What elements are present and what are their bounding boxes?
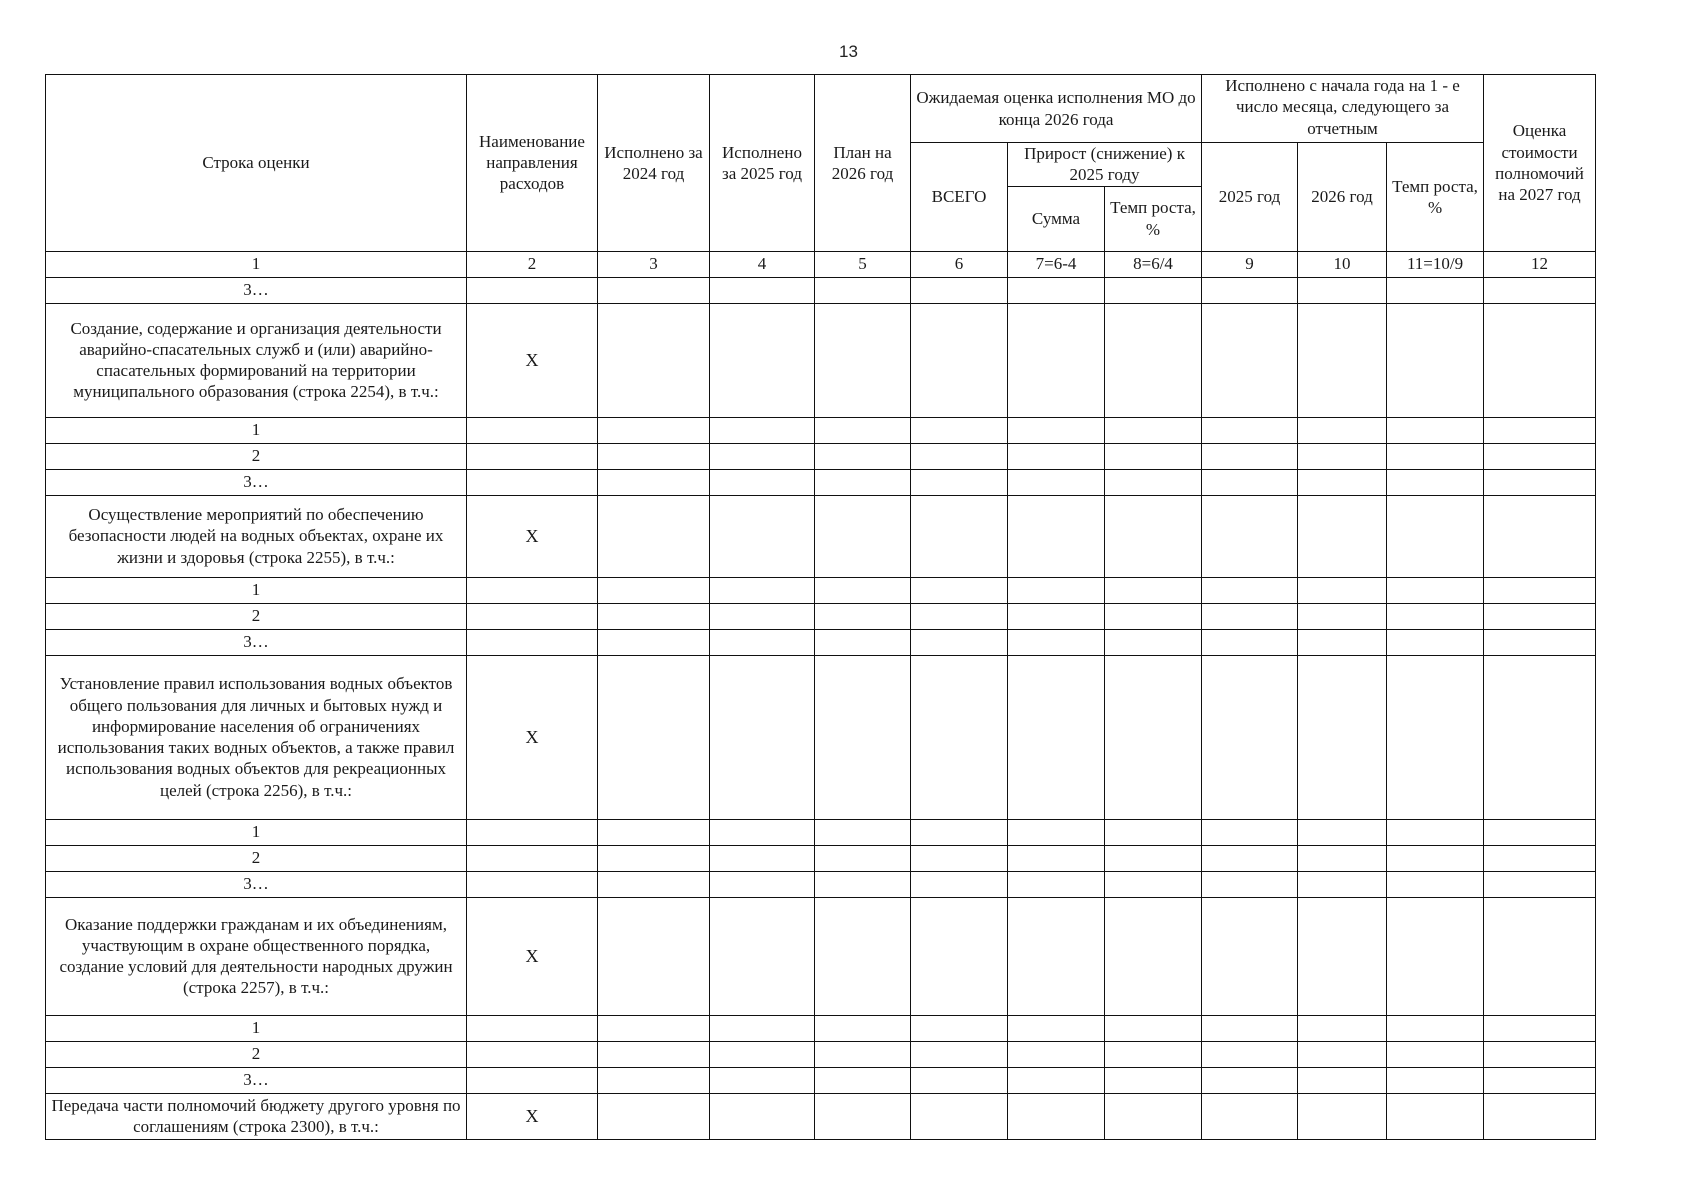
empty-cell (911, 1041, 1008, 1067)
empty-cell (815, 303, 911, 417)
empty-cell (1008, 443, 1105, 469)
empty-cell (911, 469, 1008, 495)
empty-cell (1387, 819, 1484, 845)
empty-cell (710, 845, 815, 871)
empty-cell (1484, 443, 1596, 469)
empty-cell (1105, 655, 1202, 819)
empty-cell (1484, 1041, 1596, 1067)
empty-cell (710, 277, 815, 303)
empty-cell (815, 603, 911, 629)
empty-cell (1484, 277, 1596, 303)
empty-cell (467, 819, 598, 845)
empty-cell (1008, 577, 1105, 603)
empty-cell (467, 577, 598, 603)
empty-cell (598, 1093, 710, 1139)
table-row-sub (46, 845, 1596, 871)
header-year-2025: 2025 год (1202, 143, 1298, 252)
empty-cell (467, 603, 598, 629)
empty-cell (598, 655, 710, 819)
table-row-main (46, 655, 1596, 819)
empty-cell (1105, 443, 1202, 469)
empty-cell (467, 1015, 598, 1041)
empty-cell (1105, 1067, 1202, 1093)
table-row-sub (46, 603, 1596, 629)
empty-cell (598, 417, 710, 443)
empty-cell (911, 819, 1008, 845)
empty-cell (1008, 1015, 1105, 1041)
empty-cell (911, 655, 1008, 819)
empty-cell (815, 845, 911, 871)
empty-cell (911, 277, 1008, 303)
table-row-sub (46, 1015, 1596, 1041)
empty-cell (1484, 819, 1596, 845)
empty-cell (1484, 1067, 1596, 1093)
empty-cell (1298, 845, 1387, 871)
row-direction-mark: X (467, 897, 598, 1015)
column-number: 6 (911, 251, 1008, 277)
header-expected-group: Ожидаемая оценка исполнения МО до конца 2026 года (911, 75, 1202, 143)
empty-cell (1008, 1041, 1105, 1067)
empty-cell (1387, 469, 1484, 495)
empty-cell (1484, 577, 1596, 603)
empty-cell (911, 1015, 1008, 1041)
empty-cell (1387, 417, 1484, 443)
empty-cell (710, 577, 815, 603)
row-description: Передача части полномочий бюджету другого уровня по соглашениям (строка 2300), в т.ч.: (46, 1093, 467, 1139)
table-row-sub (46, 277, 1596, 303)
empty-cell (911, 629, 1008, 655)
empty-cell (1202, 819, 1298, 845)
empty-cell (1008, 303, 1105, 417)
empty-cell (1484, 1093, 1596, 1139)
row-label: 2 (46, 845, 467, 871)
empty-cell (1298, 655, 1387, 819)
empty-cell (815, 1067, 911, 1093)
column-number: 1 (46, 251, 467, 277)
empty-cell (598, 845, 710, 871)
empty-cell (1387, 1067, 1484, 1093)
empty-cell (1105, 897, 1202, 1015)
empty-cell (815, 897, 911, 1015)
empty-cell (1008, 629, 1105, 655)
empty-cell (1298, 897, 1387, 1015)
row-description: Установление правил использования водных объектов общего пользования для личных и бытовых нужд и информирование населения об ограничениях использования таких водных объектов, а также правил использования водных объектов для рекреационных целей (строка 2256), в т.ч.: (46, 655, 467, 819)
row-label: 3… (46, 277, 467, 303)
row-description: Оказание поддержки гражданам и их объединениям, участвующим в охране общественного порядка, создание условий для деятельности народных дружин (строка 2257), в т.ч.: (46, 897, 467, 1015)
empty-cell (815, 819, 911, 845)
empty-cell (815, 629, 911, 655)
table-row-main (46, 1093, 1596, 1139)
table-header (46, 75, 1596, 278)
row-direction-mark: X (467, 303, 598, 417)
empty-cell (1008, 495, 1105, 577)
column-number: 9 (1202, 251, 1298, 277)
table-row-sub (46, 819, 1596, 845)
row-label: 1 (46, 819, 467, 845)
empty-cell (1484, 655, 1596, 819)
empty-cell (1298, 443, 1387, 469)
empty-cell (1008, 277, 1105, 303)
empty-cell (1298, 1067, 1387, 1093)
empty-cell (710, 303, 815, 417)
row-label: 3… (46, 871, 467, 897)
empty-cell (1298, 871, 1387, 897)
empty-cell (467, 469, 598, 495)
table-row-sub (46, 871, 1596, 897)
empty-cell (598, 577, 710, 603)
empty-cell (467, 1041, 598, 1067)
empty-cell (710, 1067, 815, 1093)
empty-cell (815, 577, 911, 603)
table-row-sub (46, 577, 1596, 603)
row-label: 3… (46, 629, 467, 655)
empty-cell (1105, 1015, 1202, 1041)
column-numbers-row (46, 251, 1596, 277)
row-label: 2 (46, 443, 467, 469)
empty-cell (598, 469, 710, 495)
empty-cell (1298, 495, 1387, 577)
empty-cell (1387, 495, 1484, 577)
empty-cell (598, 277, 710, 303)
empty-cell (710, 1093, 815, 1139)
empty-cell (1008, 1067, 1105, 1093)
empty-cell (598, 1041, 710, 1067)
empty-cell (710, 1015, 815, 1041)
column-number: 8=6/4 (1105, 251, 1202, 277)
empty-cell (1298, 629, 1387, 655)
empty-cell (1484, 417, 1596, 443)
header-year-2026: 2026 год (1298, 143, 1387, 252)
empty-cell (1105, 303, 1202, 417)
empty-cell (598, 897, 710, 1015)
empty-cell (1202, 417, 1298, 443)
empty-cell (1105, 495, 1202, 577)
empty-cell (911, 303, 1008, 417)
empty-cell (1484, 845, 1596, 871)
empty-cell (710, 495, 815, 577)
empty-cell (1105, 603, 1202, 629)
empty-cell (815, 1041, 911, 1067)
empty-cell (1298, 1015, 1387, 1041)
empty-cell (1202, 443, 1298, 469)
empty-cell (1387, 629, 1484, 655)
empty-cell (1202, 1067, 1298, 1093)
header-executed-2024: Исполнено за 2024 год (598, 75, 710, 252)
column-number: 2 (467, 251, 598, 277)
column-number: 7=6-4 (1008, 251, 1105, 277)
table-row-sub (46, 629, 1596, 655)
empty-cell (911, 1067, 1008, 1093)
empty-cell (1298, 603, 1387, 629)
empty-cell (911, 845, 1008, 871)
empty-cell (467, 417, 598, 443)
row-label: 1 (46, 1015, 467, 1041)
column-number: 4 (710, 251, 815, 277)
empty-cell (467, 629, 598, 655)
table-row-main (46, 303, 1596, 417)
table-row-sub (46, 469, 1596, 495)
row-description: Создание, содержание и организация деятельности аварийно-спасательных служб и (или) аварийно-спасательных формирований на территории муниципального образования (строка 2254), в т.ч.: (46, 303, 467, 417)
empty-cell (1105, 577, 1202, 603)
empty-cell (710, 655, 815, 819)
empty-cell (1298, 417, 1387, 443)
empty-cell (815, 1015, 911, 1041)
column-number: 3 (598, 251, 710, 277)
empty-cell (1387, 655, 1484, 819)
empty-cell (911, 443, 1008, 469)
empty-cell (1202, 577, 1298, 603)
empty-cell (1105, 845, 1202, 871)
header-ytd-group: Исполнено с начала года на 1 - е число месяца, следующего за отчетным (1202, 75, 1484, 143)
empty-cell (1484, 1015, 1596, 1041)
empty-cell (598, 495, 710, 577)
empty-cell (598, 871, 710, 897)
empty-cell (1105, 277, 1202, 303)
empty-cell (1202, 495, 1298, 577)
empty-cell (1105, 629, 1202, 655)
empty-cell (467, 277, 598, 303)
empty-cell (1105, 1041, 1202, 1067)
row-label: 2 (46, 1041, 467, 1067)
empty-cell (1298, 1093, 1387, 1139)
empty-cell (1298, 303, 1387, 417)
empty-cell (1298, 577, 1387, 603)
table-row-main (46, 897, 1596, 1015)
empty-cell (1484, 603, 1596, 629)
empty-cell (598, 303, 710, 417)
empty-cell (710, 897, 815, 1015)
empty-cell (467, 845, 598, 871)
row-label: 1 (46, 417, 467, 443)
empty-cell (1008, 603, 1105, 629)
empty-cell (1387, 1093, 1484, 1139)
page-number: 13 (839, 42, 858, 61)
empty-cell (1484, 897, 1596, 1015)
row-direction-mark: X (467, 495, 598, 577)
empty-cell (1008, 1093, 1105, 1139)
evaluation-table (45, 74, 1596, 1140)
header-sum: Сумма (1008, 186, 1105, 251)
empty-cell (815, 417, 911, 443)
row-direction-mark: X (467, 1093, 598, 1139)
empty-cell (1105, 417, 1202, 443)
empty-cell (1387, 1041, 1484, 1067)
empty-cell (1387, 845, 1484, 871)
empty-cell (710, 603, 815, 629)
empty-cell (598, 1067, 710, 1093)
header-estimate-2027: Оценка стоимости полномочий на 2027 год (1484, 75, 1596, 252)
empty-cell (1202, 1015, 1298, 1041)
empty-cell (1484, 495, 1596, 577)
empty-cell (710, 819, 815, 845)
table-body (46, 277, 1596, 1139)
empty-cell (1202, 303, 1298, 417)
row-label: 3… (46, 1067, 467, 1093)
header-ytd-rate: Темп роста, % (1387, 143, 1484, 252)
empty-cell (598, 1015, 710, 1041)
empty-cell (911, 495, 1008, 577)
empty-cell (710, 871, 815, 897)
empty-cell (1202, 1093, 1298, 1139)
empty-cell (1202, 469, 1298, 495)
empty-cell (710, 443, 815, 469)
empty-cell (467, 871, 598, 897)
header-rate: Темп роста, % (1105, 186, 1202, 251)
empty-cell (467, 1067, 598, 1093)
empty-cell (1008, 845, 1105, 871)
row-label: 3… (46, 469, 467, 495)
empty-cell (1202, 871, 1298, 897)
header-executed-2025: Исполнено за 2025 год (710, 75, 815, 252)
empty-cell (911, 1093, 1008, 1139)
table-row-sub (46, 1041, 1596, 1067)
empty-cell (1105, 819, 1202, 845)
empty-cell (1008, 871, 1105, 897)
empty-cell (1298, 1041, 1387, 1067)
empty-cell (1008, 655, 1105, 819)
empty-cell (598, 443, 710, 469)
empty-cell (1202, 1041, 1298, 1067)
empty-cell (815, 1093, 911, 1139)
row-direction-mark: X (467, 655, 598, 819)
table-row-main (46, 495, 1596, 577)
empty-cell (1202, 845, 1298, 871)
empty-cell (1484, 303, 1596, 417)
empty-cell (1387, 897, 1484, 1015)
empty-cell (1387, 577, 1484, 603)
empty-cell (1484, 629, 1596, 655)
empty-cell (1008, 819, 1105, 845)
row-description: Осуществление мероприятий по обеспечению безопасности людей на водных объектах, охране их жизни и здоровья (строка 2255), в т.ч.: (46, 495, 467, 577)
empty-cell (815, 495, 911, 577)
empty-cell (1387, 443, 1484, 469)
empty-cell (815, 469, 911, 495)
empty-cell (1387, 1015, 1484, 1041)
empty-cell (1008, 897, 1105, 1015)
row-label: 1 (46, 577, 467, 603)
empty-cell (1008, 417, 1105, 443)
header-growth-group: Прирост (снижение) к 2025 году (1008, 143, 1202, 187)
empty-cell (1105, 871, 1202, 897)
empty-cell (1202, 897, 1298, 1015)
empty-cell (815, 443, 911, 469)
empty-cell (598, 603, 710, 629)
empty-cell (1387, 603, 1484, 629)
header-plan-2026: План на 2026 год (815, 75, 911, 252)
column-number: 10 (1298, 251, 1387, 277)
empty-cell (710, 629, 815, 655)
empty-cell (815, 655, 911, 819)
empty-cell (1202, 655, 1298, 819)
empty-cell (1484, 871, 1596, 897)
table-row-sub (46, 417, 1596, 443)
empty-cell (815, 277, 911, 303)
empty-cell (911, 417, 1008, 443)
empty-cell (1008, 469, 1105, 495)
column-number: 11=10/9 (1387, 251, 1484, 277)
empty-cell (1387, 871, 1484, 897)
empty-cell (1202, 629, 1298, 655)
column-number: 5 (815, 251, 911, 277)
table-row-sub (46, 443, 1596, 469)
empty-cell (1298, 819, 1387, 845)
empty-cell (467, 443, 598, 469)
header-total: ВСЕГО (911, 143, 1008, 252)
empty-cell (710, 417, 815, 443)
empty-cell (911, 577, 1008, 603)
empty-cell (1105, 1093, 1202, 1139)
header-direction: Наименование направления расходов (467, 75, 598, 252)
empty-cell (1484, 469, 1596, 495)
empty-cell (911, 871, 1008, 897)
row-label: 2 (46, 603, 467, 629)
empty-cell (1202, 603, 1298, 629)
header-row-label: Строка оценки (46, 75, 467, 252)
empty-cell (598, 629, 710, 655)
empty-cell (1387, 277, 1484, 303)
empty-cell (911, 897, 1008, 1015)
empty-cell (710, 1041, 815, 1067)
empty-cell (1387, 303, 1484, 417)
empty-cell (1202, 277, 1298, 303)
empty-cell (598, 819, 710, 845)
table-row-sub (46, 1067, 1596, 1093)
empty-cell (1298, 277, 1387, 303)
empty-cell (815, 871, 911, 897)
empty-cell (1298, 469, 1387, 495)
empty-cell (911, 603, 1008, 629)
column-number: 12 (1484, 251, 1596, 277)
empty-cell (1105, 469, 1202, 495)
empty-cell (710, 469, 815, 495)
